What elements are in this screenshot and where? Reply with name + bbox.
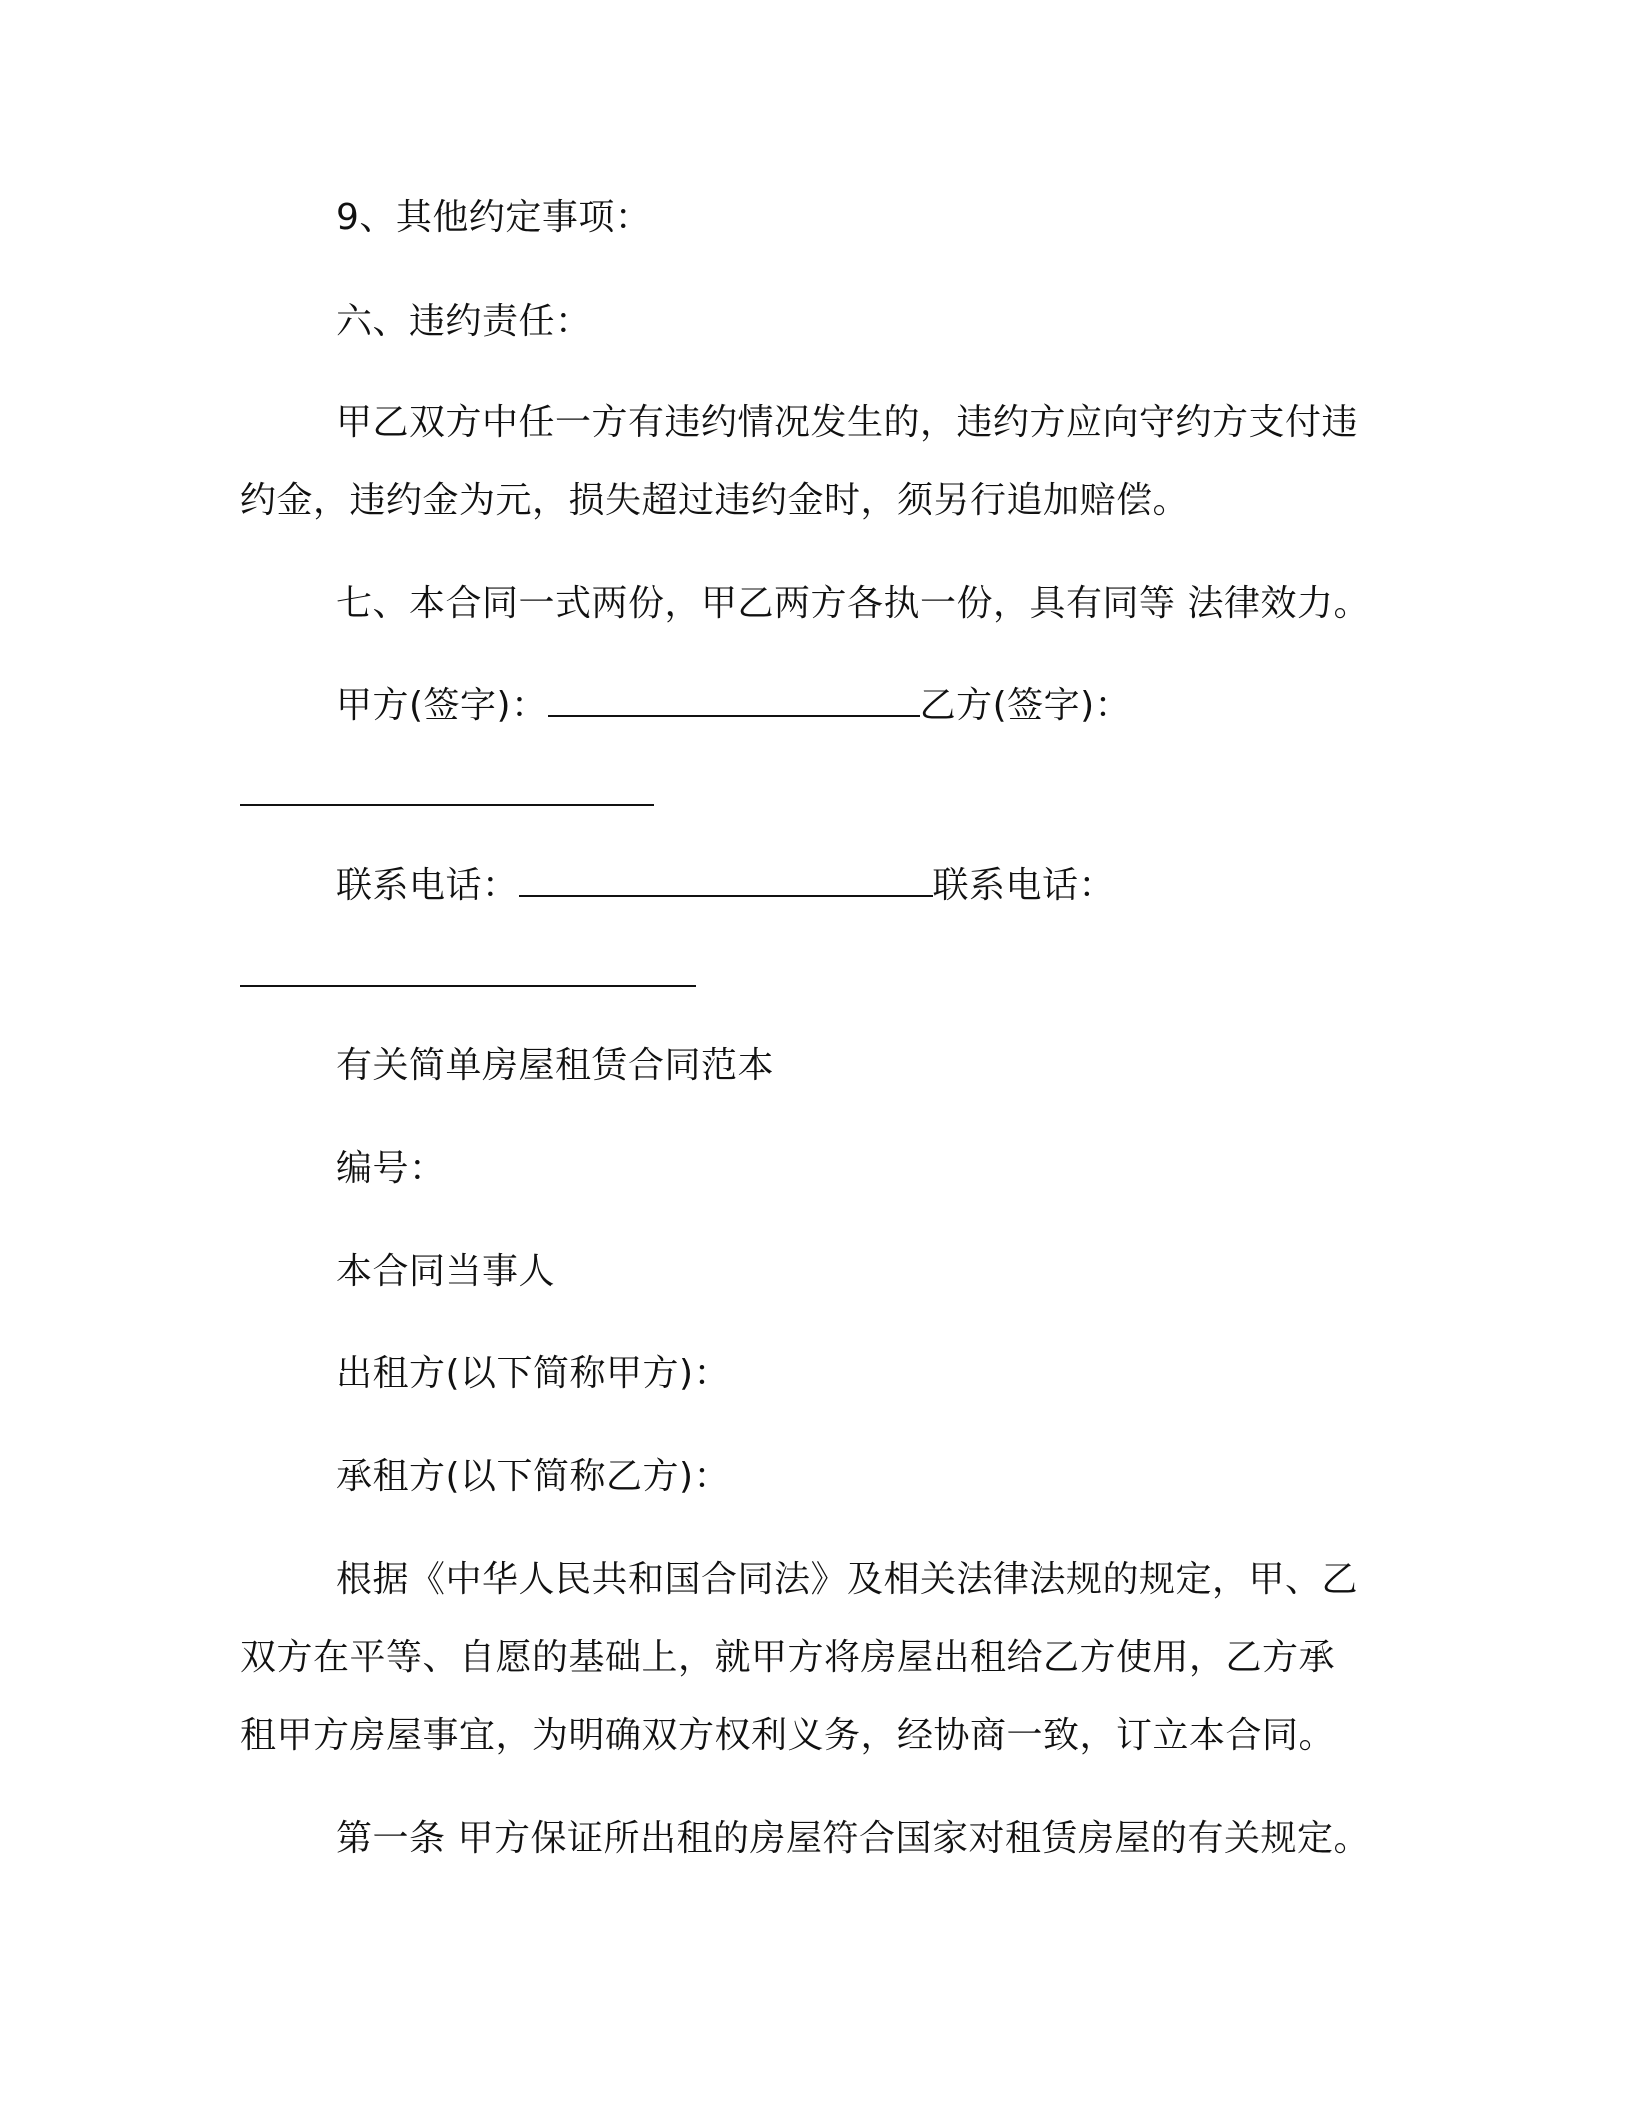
breach-paragraph-line-2: [240, 461, 1390, 541]
party-a-phone-blank: [519, 861, 933, 897]
breach-text-1: 甲乙双方中任一方有违约情况发生的，违约方应向守约方支付违: [336, 402, 1359, 443]
section-6-text: 六、违约责任：: [336, 301, 592, 342]
section-7-copies: [240, 564, 1390, 644]
preamble-line-2: [240, 1618, 1390, 1698]
parties-heading: [240, 1232, 1390, 1312]
lessor-label: 出租方(以下简称甲方)：: [336, 1353, 731, 1394]
preamble-line-1: [240, 1540, 1390, 1620]
item-9-other-terms: [240, 178, 1390, 258]
contract-template-title-text: 有关简单房屋租赁合同范本: [336, 1045, 775, 1086]
party-a-phone-label: 联系电话：: [336, 865, 519, 906]
phone-line: [240, 846, 1390, 926]
party-b-signature-label: 乙方(签字)：: [919, 685, 1132, 726]
contract-number-label: 编号：: [336, 1148, 446, 1189]
article-1: [240, 1799, 1390, 1879]
signature-line: [240, 666, 1390, 746]
breach-text-2: 约金，违约金为元，损失超过违约金时，须另行追加赔偿。: [240, 480, 1190, 521]
preamble-text-3: 租甲方房屋事宜，为明确双方权利义务，经协商一致，订立本合同。: [240, 1715, 1336, 1756]
contract-template-title: [240, 1026, 1390, 1106]
article-1-text: 第一条 甲方保证所出租的房屋符合国家对租赁房屋的有关规定。: [336, 1818, 1370, 1859]
party-b-phone-blank: [240, 985, 696, 987]
preamble-text-2: 双方在平等、自愿的基础上，就甲方将房屋出租给乙方使用，乙方承: [240, 1637, 1336, 1678]
contract-number-line: [240, 1129, 1390, 1209]
section-6-heading: [240, 282, 1390, 362]
party-a-signature-blank: [548, 681, 920, 717]
parties-text: 本合同当事人: [336, 1251, 556, 1292]
party-a-signature-label: 甲方(签字)：: [336, 685, 548, 726]
preamble-text-1: 根据《中华人民共和国合同法》及相关法律法规的规定，甲、乙: [336, 1559, 1359, 1600]
party-b-phone-label: 联系电话：: [932, 865, 1116, 906]
lessee-label: 承租方(以下简称乙方)：: [336, 1456, 731, 1497]
breach-paragraph-line-1: [240, 383, 1390, 463]
lessee-line: [240, 1437, 1390, 1517]
lessor-line: [240, 1334, 1390, 1414]
section-7-text: 七、本合同一式两份，甲乙两方各执一份，具有同等 法律效力。: [336, 583, 1370, 624]
preamble-line-3: [240, 1696, 1390, 1776]
item-9-text: 9、其他约定事项：: [336, 197, 652, 238]
party-b-signature-blank: [240, 804, 654, 806]
